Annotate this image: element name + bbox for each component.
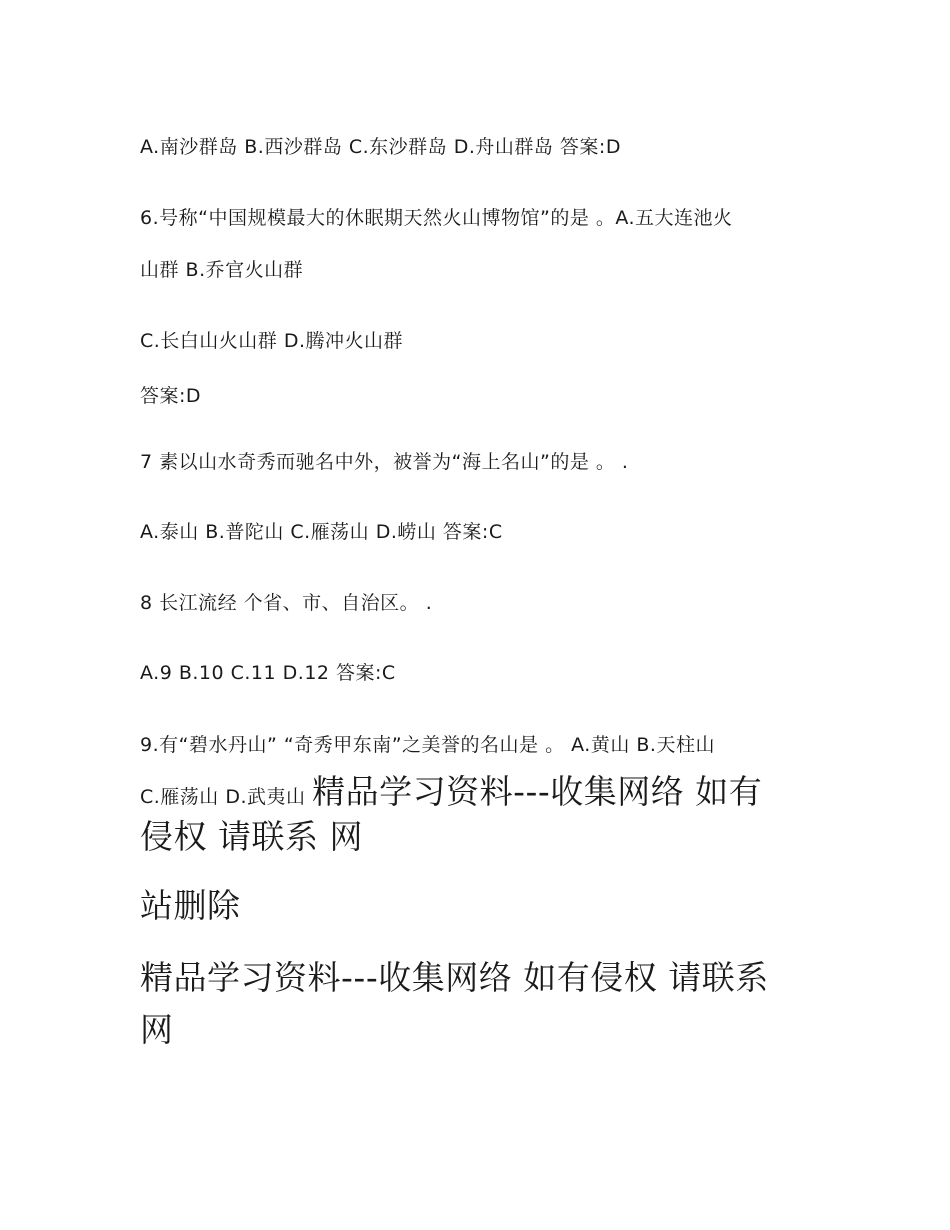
text-line-question-9: 9.有“碧水丹山” “奇秀甲东南”之美誉的名山是 。 A.黄山 B.天柱山 bbox=[140, 734, 715, 756]
watermark-line-3: 精品学习资料---收集网络 如有侵权 请联系 bbox=[140, 958, 769, 997]
watermark-line-4: 网 bbox=[140, 1010, 174, 1049]
text-line-question-6: 6.号称“中国规模最大的休眠期天然火山博物馆”的是 。A.五大连池火 bbox=[140, 207, 733, 229]
text-line-options-8: A.9 B.10 C.11 D.12 答案:C bbox=[140, 662, 396, 684]
watermark-text-start: 精品学习资料---收集网络 如有 bbox=[312, 772, 763, 811]
watermark-line-1: 侵权 请联系 网 bbox=[140, 817, 363, 856]
text-line-question-7: 7 素以山水奇秀而驰名中外，被誉为“海上名山”的是 。 . bbox=[140, 451, 629, 473]
text-line-answer-6: 答案:D bbox=[140, 385, 202, 407]
text-line-options-6: C.长白山火山群 D.腾冲火山群 bbox=[140, 330, 404, 352]
text-line-question-8: 8 长江流经 个省、市、自治区。 . bbox=[140, 592, 433, 614]
text-line-options-5: A.南沙群岛 B.西沙群岛 C.东沙群岛 D.舟山群岛 答案:D bbox=[140, 136, 621, 158]
text-line-options-7: A.泰山 B.普陀山 C.雁荡山 D.崂山 答案:C bbox=[140, 521, 503, 543]
watermark-line-2: 站删除 bbox=[140, 886, 241, 925]
text-line-options-9-with-watermark bbox=[140, 772, 762, 817]
text-options-9: C.雁荡山 D.武夷山 bbox=[140, 786, 313, 808]
text-line-question-6-cont: 山群 B.乔官火山群 bbox=[140, 259, 304, 281]
